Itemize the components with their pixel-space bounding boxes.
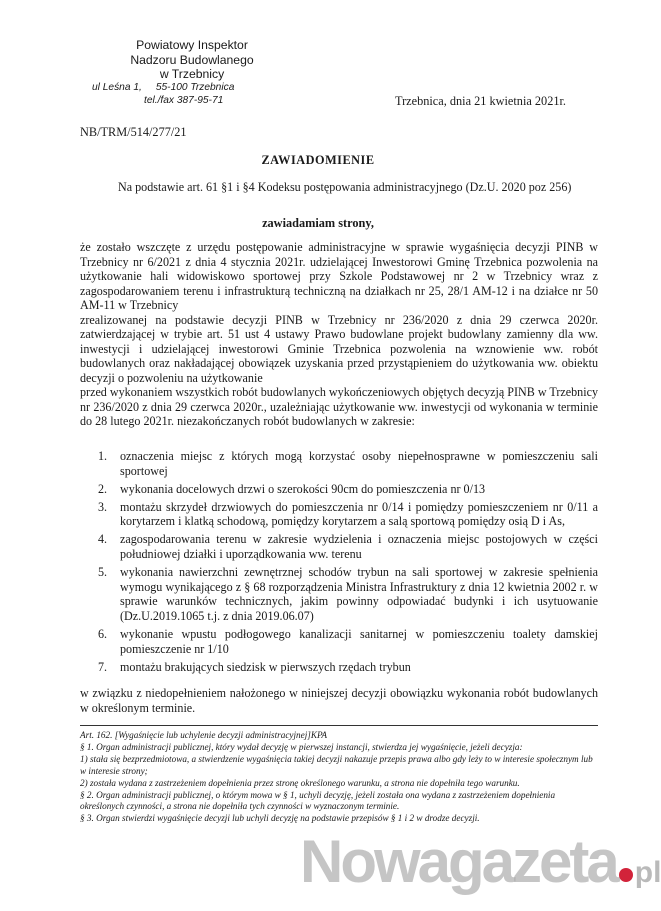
- footnote-divider: [80, 725, 598, 726]
- list-item-number: 4.: [98, 532, 108, 547]
- footnote-paragraph: § 3. Organ stwierdzi wygaśnięcie decyzji lub uchyli decyzję na podstawie przepisów § 1 i 2 w drodze decyzji.: [80, 813, 480, 824]
- watermark-text-a: Nowa: [300, 828, 449, 895]
- conclusion: w związku z niedopełnieniem nałożonego w niniejszej decyzji obowiązku wykonania robót budowlanych w określonym terminie.: [80, 686, 598, 715]
- watermark-dot-icon: [619, 868, 633, 882]
- address-postal: 55-100 Trzebnica: [155, 82, 235, 93]
- legal-basis: Na podstawie art. 61 §1 i §4 Kodeksu postępowania administracyjnego (Dz.U. 2020 poz 256): [118, 180, 572, 194]
- list-item-text: montażu brakujących siedzisk w pierwszych rzędach trybun: [120, 659, 411, 674]
- list-item: [98, 660, 598, 675]
- body-paragraph-2: zrealizowanej na podstawie decyzji PINB w Trzebnicy nr 236/2020 z dnia 29 czerwca 2020r. zatwierdzającej w trybie art. 51 ust 4 ustawy Prawo budowlane projekt budowlany zamienny dla ww. inwestycji i udzielającej inwestorowi Gminie Trzebnica pozwolenia na wznowienie ww. robót budowlanych oraz nakładającej obowiązek uzyskania przed przystąpieniem do użytkowania ww. obiektu decyzji o pozwoleniu na użytkowanie: [80, 312, 598, 385]
- footnote-paragraph: § 1. Organ administracji publicznej, który wydał decyzję w pierwszej instancji, stwierdza jej wygaśnięcie, jeżeli decyzja:: [80, 741, 523, 752]
- body-paragraph-1: że zostało wszczęte z urzędu postępowanie administracyjne w sprawie wygaśnięcia decyzji PINB w Trzebnicy nr 6/2021 z dnia 4 stycznia 2021r. udzielającej Inwestorowi Gminę Trzebnica pozwolenia na użytkowanie hali widowiskowo sportowej przy Szkole Podstawowej nr 2 w Trzebnicy wraz z zagospodarowaniem terenu i infrastrukturą techniczną na działkach nr 25, 28/1 AM-12 i na działce nr 50 AM-11 w Trzebnicy: [80, 240, 598, 312]
- watermark-tld: pl: [634, 856, 661, 889]
- legal-footnote: [80, 730, 600, 825]
- notice-body: [80, 240, 598, 429]
- notice-subtitle: zawiadamiam strony,: [262, 216, 374, 230]
- reference-number: NB/TRM/514/277/21: [80, 125, 187, 139]
- address-street: ul Leśna 1,: [92, 82, 142, 93]
- list-item: [98, 565, 598, 623]
- document-title: ZAWIADOMIENIE: [261, 153, 375, 167]
- office-address: [92, 82, 234, 107]
- list-item: [98, 627, 598, 656]
- list-item-number: 3.: [98, 499, 108, 514]
- office-line-2: Nadzoru Budowlanego: [130, 52, 254, 67]
- list-item-number: 6.: [98, 627, 108, 642]
- list-item-number: 2.: [98, 481, 108, 496]
- list-item-text: wykonania nawierzchni zewnętrznej schodów trybun na sali sportowej w zakresie spełnienia wymogu wynikającego z § 68 rozporządzenia Ministra Infrastruktury z dnia 12 kwietnia 2002 r. w sprawie warunków technicznych, jakim powinny odpowiadać budynki i ich usytuowanie (Dz.U.2019.1065 t.j. z dnia 2019.06.07): [120, 565, 598, 623]
- office-line-3: w Trzebnicy: [159, 67, 225, 82]
- body-paragraph-3: przed wykonaniem wszystkich robót budowlanych wykończeniowych objętych decyzją PINB w Trzebnicy nr 236/2020 z dnia 29 czerwca 2020r., uzależniając użytkowanie ww. inwestycji od wykonania w terminie do 28 lutego 2021r. niezakończanych robót budowlanych w zakresie:: [80, 385, 598, 428]
- footnote-title: Art. 162. [Wygaśnięcie lub uchylenie decyzji administracyjnej]KPA: [80, 730, 327, 740]
- list-item-number: 1.: [98, 449, 108, 463]
- nowagazeta-watermark: [300, 823, 661, 900]
- list-item-text: oznaczenia miejsc z których mogą korzystać osoby niepełnosprawne w pomieszczeniu sali sportowej: [120, 449, 598, 478]
- list-item: [98, 449, 598, 478]
- list-item-text: wykonania docelowych drzwi o szerokości 90cm do pomieszczenia nr 0/13: [120, 481, 486, 496]
- watermark-text-b: gazeta: [448, 828, 617, 895]
- list-item-text: zagospodarowania terenu w zakresie wydzielenia i oznaczenia miejsc postojowych w części południowej działki i uporządkowania ww. terenu: [120, 532, 598, 562]
- list-item: [98, 482, 598, 497]
- list-item-number: 5.: [98, 565, 108, 580]
- works-list: [98, 449, 598, 678]
- list-item: [98, 500, 598, 529]
- document-date: Trzebnica, dnia 21 kwietnia 2021r.: [395, 94, 566, 108]
- footnote-paragraph: 2) została wydana z zastrzeżeniem dopełnienia przez stronę określonego warunku, a strona nie dopełniła tego warunku.: [80, 777, 520, 788]
- footnote-paragraph: 1) stała się bezprzedmiotowa, a stwierdzenie wygaśnięcia takiej decyzji nakazuje przepis prawa albo gdy leży to w interesie społecznym lub w interesie strony;: [80, 753, 593, 776]
- issuing-office: [112, 38, 272, 82]
- list-item-number: 7.: [98, 659, 108, 674]
- list-item-text: wykonanie wpustu podłogowego kanalizacji sanitarnej w pomieszczeniu toalety damskiej pomieszczenie nr 1/10: [120, 627, 598, 656]
- office-line-1: Powiatowy Inspektor: [136, 38, 248, 52]
- address-phone: tel./fax 387-95-71: [144, 94, 224, 106]
- list-item-text: montażu skrzydeł drzwiowych do pomieszczenia nr 0/14 i pomiędzy pomieszczeniem nr 0/11 a korytarzem i klatką schodową, pomiędzy korytarzem a salą sportową pomiędzy osią D i As,: [120, 499, 598, 529]
- list-item: [98, 532, 598, 561]
- footnote-paragraph: § 2. Organ administracji publicznej, o którym mowa w § 1, uchyli decyzję, jeżeli została ona wydana z zastrzeżeniem dopełnienia określonych czynności, a strona nie dopełniła tych czynności w wyznaczonym terminie.: [80, 789, 556, 812]
